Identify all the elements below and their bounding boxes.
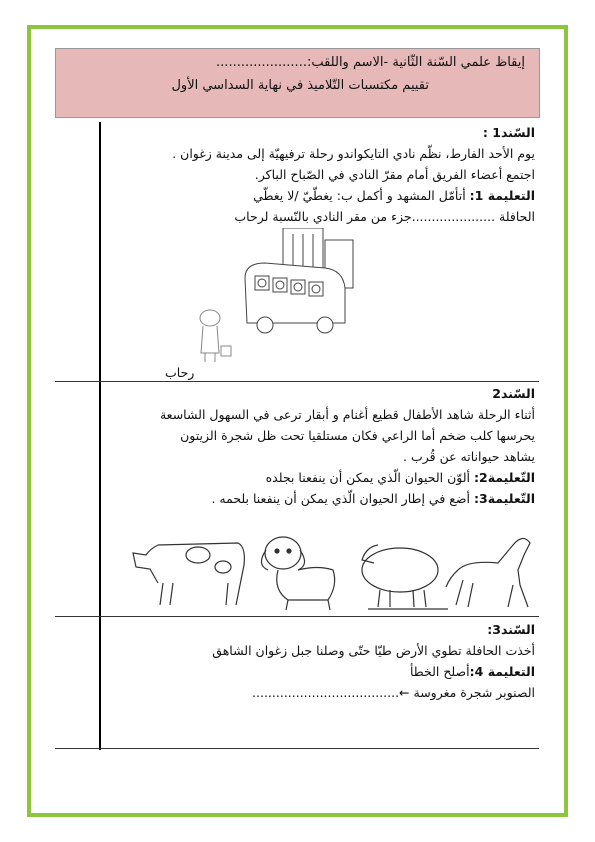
section-2 [105,383,535,509]
section-2-text-3: يشاهد حيواناته عن قُرب . [403,449,535,464]
divider-2 [55,616,539,617]
instruction-4-label: التعليمة 4: [469,664,535,679]
fill-in-line-4[interactable]: الصنوبر شجرة مغروسة ←..................................... [252,685,535,700]
instruction-1-label: التعليمة 1: [469,188,535,203]
instruction-3-text: أضع في إطار الحيوان الّذي يمكن أن ينفعنا بلحمه . [211,491,474,506]
header-subtitle: تقييم مكتسبات التّلاميذ في نهاية السداسي الأول [171,78,429,93]
section-1-text-1: يوم الأحد الفارط، نظّم نادي التايكواندو رحلة ترفيهيّة إلى مدينة زغوان . [172,146,535,161]
section-1-title: السّند1 : [482,125,535,140]
figure-caption-rehab: رحاب [165,365,195,380]
divider-3 [55,748,539,749]
animals-row [128,525,540,615]
bus-illustration [185,228,355,378]
instruction-2-label: التّعليمة2: [473,470,535,485]
section-2-title: السّند2 [492,386,535,401]
section-2-text-2: يحرسها كلب ضخم أما الراعي فكان مستلقيا تحت ظل شجرة الزيتون [180,428,535,443]
sheep-image[interactable] [362,545,448,609]
instruction-1-text: أتأمّل المشهد و أكمل ب: يغطّيّ /لا يغطّي [253,188,470,203]
instruction-3-label: التّعليمة3: [473,491,535,506]
divider-1 [55,381,539,382]
fill-in-line-1[interactable]: الحافلة .....................جزء من مقر النادي بالنّسبة لرحاب [234,209,535,224]
header-title: إيقاظ علمي السّنة الثّانية -الاسم واللقب:...................... [216,55,525,70]
margin-line [99,122,101,750]
worksheet-header [55,48,540,118]
instruction-2-text: ألوّن الحيوان الّذي يمكن أن ينفعنا بجلده [265,470,474,485]
instruction-4-text: أصلح الخطأ [409,664,470,679]
section-1-text-2: اجتمع أعضاء الفريق أمام مقرّ النادي في الصّباح الباكر. [254,167,535,182]
horse-image[interactable] [446,538,530,607]
section-1 [105,122,535,227]
section-2-text-1: أثناء الرحلة شاهد الأطفال قطيع أغنام و أبقار ترعى في السهول الشاسعة [159,407,535,422]
section-3-text-1: أخذت الحافلة تطوي الأرض طيّا حتّى وصلنا جبل زغوان الشاهق [212,643,535,658]
cow-image[interactable] [133,543,244,605]
dog-image[interactable] [261,537,334,610]
section-3 [105,619,535,703]
section-3-title: السّند3: [487,622,535,637]
